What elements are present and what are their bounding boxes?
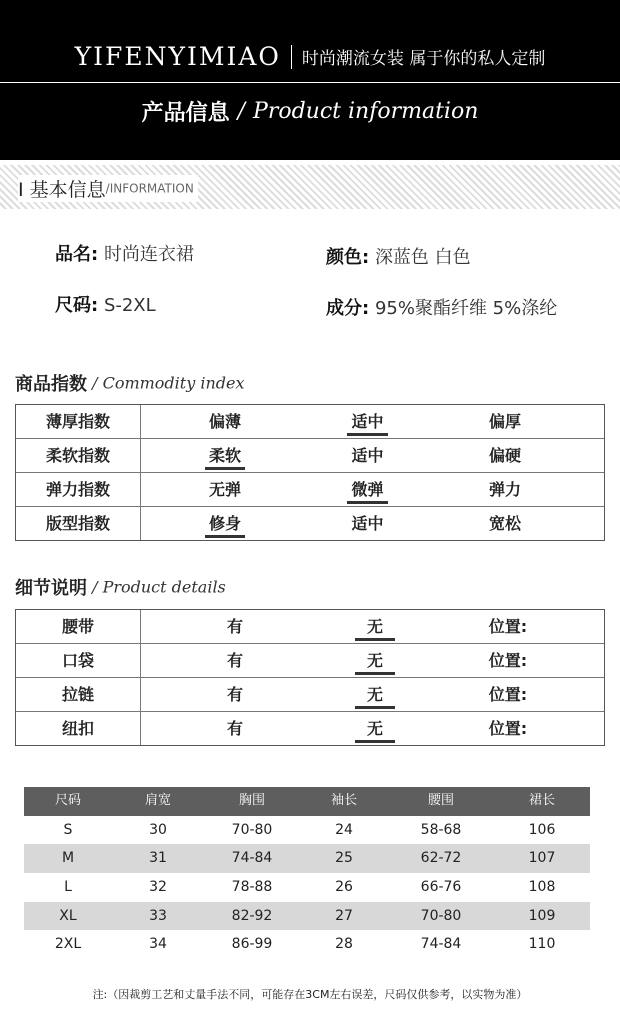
option-loose: 宽松 bbox=[488, 514, 521, 533]
brand-slogan: 时尚潮流女装 属于你的私人定制 bbox=[301, 49, 546, 69]
table-cell: 110 bbox=[528, 936, 556, 953]
table-cell: M bbox=[61, 850, 75, 867]
brand-row bbox=[0, 42, 620, 71]
page-title-separator: / bbox=[237, 99, 246, 124]
basic-info-heading bbox=[18, 175, 198, 202]
product-material bbox=[326, 294, 557, 320]
size-chart-table bbox=[24, 787, 590, 959]
header-cell: 肩宽 bbox=[144, 793, 171, 808]
option-slight-stretch-selected: 微弹 bbox=[349, 473, 385, 507]
option-thin: 偏薄 bbox=[208, 412, 241, 431]
commodity-index-title-cn: 商品指数 bbox=[15, 374, 87, 395]
row-label: 腰带 bbox=[61, 617, 94, 636]
row-label: 拉链 bbox=[61, 685, 94, 704]
header-cell: 腰围 bbox=[427, 793, 454, 808]
table-row bbox=[24, 816, 590, 845]
table-cell: 62-72 bbox=[420, 850, 462, 867]
table-cell: 32 bbox=[149, 879, 167, 896]
table-cell: 27 bbox=[335, 907, 353, 924]
table-cell: 58-68 bbox=[420, 821, 462, 838]
option-position: 位置: bbox=[488, 617, 528, 636]
option-medium: 适中 bbox=[351, 446, 384, 465]
option-no-selected: 无 bbox=[365, 644, 385, 678]
table-cell: 30 bbox=[149, 821, 167, 838]
product-color-label: 颜色: bbox=[326, 247, 370, 268]
header-cell: 尺码 bbox=[54, 793, 81, 808]
table-cell: 74-84 bbox=[231, 850, 273, 867]
option-no-stretch: 无弹 bbox=[208, 480, 241, 499]
table-cell: 86-99 bbox=[231, 936, 273, 953]
product-details-title-cn: 细节说明 bbox=[15, 578, 87, 599]
index-row-fit bbox=[16, 507, 604, 541]
table-row bbox=[24, 873, 590, 902]
option-stretch: 弹力 bbox=[488, 480, 521, 499]
table-cell: XL bbox=[59, 907, 77, 924]
header-banner bbox=[0, 0, 620, 160]
table-cell: 74-84 bbox=[420, 936, 462, 953]
option-no-selected: 无 bbox=[365, 610, 385, 644]
option-thick: 偏厚 bbox=[488, 412, 521, 431]
product-details-title bbox=[15, 574, 226, 600]
option-soft-selected: 柔软 bbox=[207, 439, 243, 473]
commodity-index-title-en: / Commodity index bbox=[92, 373, 245, 393]
product-material-value: 95%聚酯纤维 5%涤纶 bbox=[374, 298, 558, 319]
option-slim-selected: 修身 bbox=[207, 507, 243, 541]
table-cell: 33 bbox=[149, 907, 167, 924]
option-yes: 有 bbox=[226, 719, 243, 738]
detail-row-zipper bbox=[16, 678, 604, 712]
table-cell: 28 bbox=[335, 936, 353, 953]
basic-info-banner bbox=[0, 165, 620, 209]
product-material-label: 成分: bbox=[326, 298, 370, 319]
commodity-index-table bbox=[15, 404, 605, 541]
table-cell: 109 bbox=[528, 907, 556, 924]
row-label: 弹力指数 bbox=[45, 480, 110, 499]
product-size bbox=[55, 291, 156, 317]
table-cell: 25 bbox=[335, 850, 353, 867]
table-cell: 107 bbox=[528, 850, 556, 867]
option-position: 位置: bbox=[488, 651, 528, 670]
option-medium-selected: 适中 bbox=[349, 405, 385, 439]
option-regular: 适中 bbox=[351, 514, 384, 533]
row-label: 口袋 bbox=[61, 651, 94, 670]
header-cell: 袖长 bbox=[330, 793, 357, 808]
table-row bbox=[24, 844, 590, 873]
product-details-title-en: / Product details bbox=[92, 577, 226, 597]
product-color bbox=[326, 243, 471, 269]
table-cell: 26 bbox=[335, 879, 353, 896]
product-name bbox=[55, 240, 194, 266]
table-cell: 108 bbox=[528, 879, 556, 896]
detail-row-belt bbox=[16, 610, 604, 644]
product-color-value: 深蓝色 白色 bbox=[374, 247, 471, 268]
index-row-thickness bbox=[16, 405, 604, 439]
table-cell: 24 bbox=[335, 821, 353, 838]
product-name-label: 品名: bbox=[55, 244, 99, 265]
option-no-selected: 无 bbox=[365, 678, 385, 712]
page-title-cn: 产品信息 bbox=[141, 101, 230, 126]
header-divider bbox=[0, 82, 620, 83]
page-title-en: Product information bbox=[253, 99, 479, 124]
table-row bbox=[24, 902, 590, 931]
detail-row-button bbox=[16, 712, 604, 746]
table-cell: 70-80 bbox=[420, 907, 462, 924]
option-position: 位置: bbox=[488, 719, 528, 738]
header-cell: 裙长 bbox=[528, 793, 555, 808]
table-cell: S bbox=[63, 821, 73, 838]
index-row-elasticity bbox=[16, 473, 604, 507]
option-yes: 有 bbox=[226, 617, 243, 636]
option-hard: 偏硬 bbox=[488, 446, 521, 465]
row-label: 薄厚指数 bbox=[45, 412, 110, 431]
table-row bbox=[24, 930, 590, 959]
product-size-label: 尺码: bbox=[55, 295, 99, 316]
table-cell: 2XL bbox=[54, 936, 82, 953]
size-chart-header bbox=[24, 787, 590, 816]
table-cell: 31 bbox=[149, 850, 167, 867]
header-cell: 胸围 bbox=[238, 793, 265, 808]
detail-row-pocket bbox=[16, 644, 604, 678]
row-label: 纽扣 bbox=[61, 719, 94, 738]
size-disclaimer-note: 注:（因裁剪工艺和丈量手法不同，可能存在3CM左右误差，尺码仅供参考，以实物为准） bbox=[92, 988, 528, 1001]
table-cell: 66-76 bbox=[420, 879, 462, 896]
table-cell: 82-92 bbox=[231, 907, 273, 924]
page-title bbox=[0, 96, 620, 127]
table-cell: 78-88 bbox=[231, 879, 273, 896]
basic-info-title-cn: I 基本信息 bbox=[18, 179, 106, 201]
row-label: 柔软指数 bbox=[45, 446, 110, 465]
table-cell: 70-80 bbox=[231, 821, 273, 838]
option-no-selected: 无 bbox=[365, 712, 385, 746]
commodity-index-title bbox=[15, 370, 245, 396]
option-yes: 有 bbox=[226, 685, 243, 704]
table-cell: 106 bbox=[528, 821, 556, 838]
product-details-table bbox=[15, 609, 605, 746]
product-size-value: S-2XL bbox=[103, 295, 156, 316]
product-name-value: 时尚连衣裙 bbox=[103, 244, 194, 265]
basic-info-title-en: /INFORMATION bbox=[105, 181, 194, 196]
row-label: 版型指数 bbox=[45, 514, 110, 533]
table-cell: L bbox=[64, 879, 72, 896]
index-row-softness bbox=[16, 439, 604, 473]
option-yes: 有 bbox=[226, 651, 243, 670]
table-cell: 34 bbox=[149, 936, 167, 953]
brand-separator bbox=[291, 45, 292, 69]
option-position: 位置: bbox=[488, 685, 528, 704]
brand-name: YIFENYIMIAO bbox=[74, 42, 281, 71]
